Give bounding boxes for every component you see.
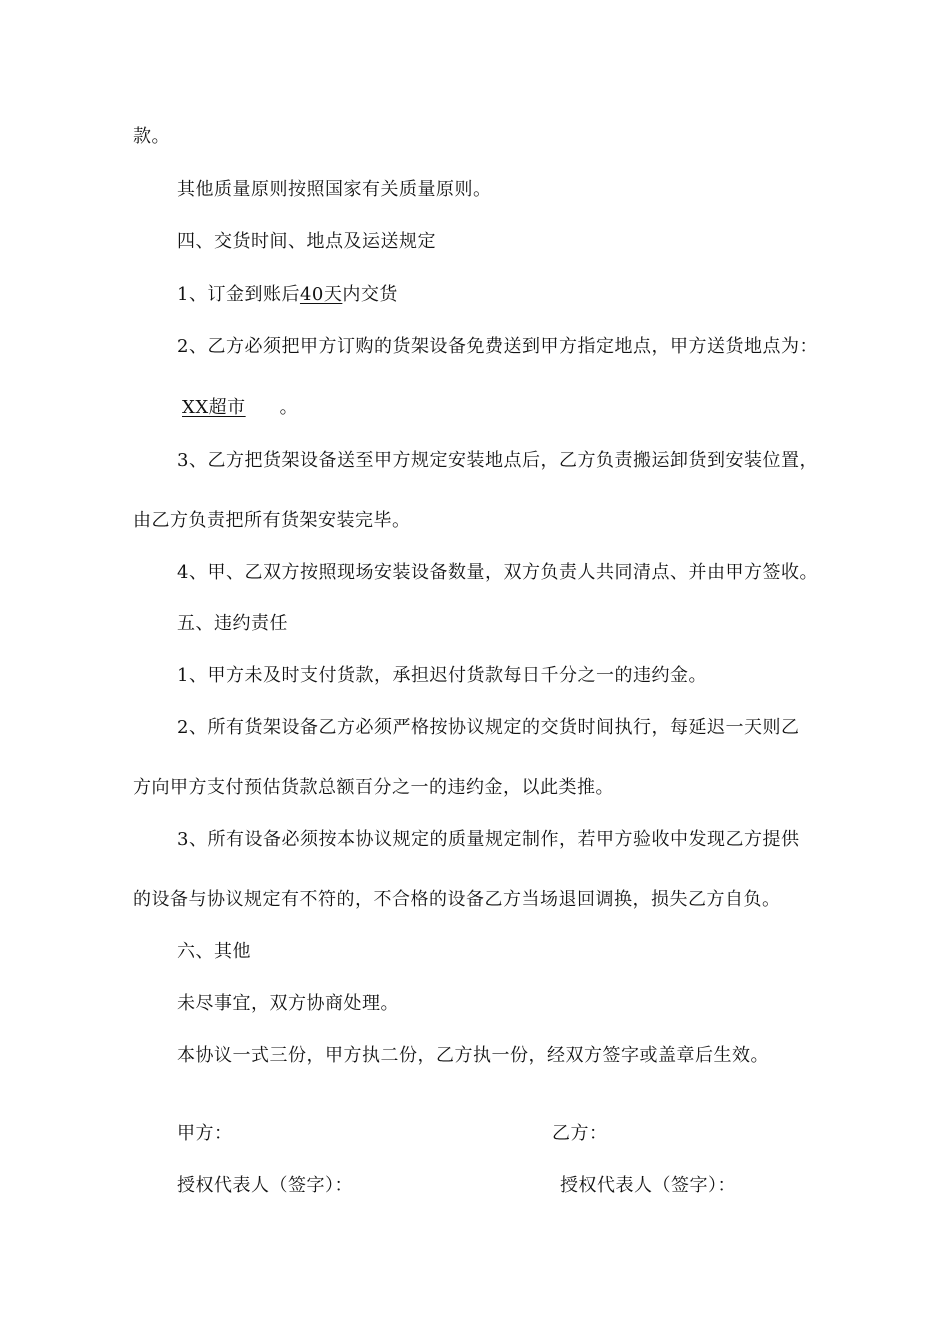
delivery-location-line (160, 399, 298, 417)
paragraph-line: 2、所有货架设备乙方必须严格按协议规定的交货时间执行，每延迟一天则乙 (177, 717, 800, 738)
section-heading: 四、交货时间、地点及运送规定 (177, 231, 436, 252)
delivery-location-field (160, 397, 280, 418)
delivery-suffix: 内交货 (342, 284, 398, 305)
delivery-location-value: XX超市 (182, 397, 246, 418)
paragraph-line: 由乙方负责把所有货架安装完毕。 (133, 510, 411, 531)
delivery-location-suffix: 。 (279, 397, 299, 418)
paragraph-line: 2、乙方必须把甲方订购的货架设备免费送到甲方指定地点，甲方送货地点为： (177, 336, 818, 357)
delivery-days: 40天 (299, 284, 343, 305)
delivery-time-line (177, 286, 398, 304)
paragraph-line: 1、甲方未及时支付货款，承担迟付货款每日千分之一的违约金。 (177, 665, 707, 686)
paragraph-line: 方向甲方支付预估货款总额百分之一的违约金，以此类推。 (133, 777, 614, 798)
paragraph-line: 未尽事宜，双方协商处理。 (177, 993, 399, 1014)
paragraph-line: 4、甲、乙双方按照现场安装设备数量，双方负责人共同清点、并由甲方签收。 (177, 562, 818, 583)
paragraph-line: 3、所有设备必须按本协议规定的质量规定制作，若甲方验收中发现乙方提供 (177, 829, 800, 850)
paragraph-line: 其他质量原则按照国家有关质量原则。 (177, 179, 492, 200)
delivery-prefix: 1、订金到账后 (177, 284, 300, 305)
party-a-label: 甲方： (177, 1123, 233, 1144)
section-heading: 五、违约责任 (177, 613, 288, 634)
party-a-representative-label: 授权代表人（签字）： (177, 1175, 353, 1196)
paragraph-line: 本协议一式三份，甲方执二份，乙方执一份，经双方签字或盖章后生效。 (177, 1045, 769, 1066)
paragraph-line: 的设备与协议规定有不符的，不合格的设备乙方当场退回调换，损失乙方自负。 (133, 889, 781, 910)
paragraph-line: 款。 (133, 126, 170, 147)
party-b-representative-label: 授权代表人（签字）： (560, 1175, 736, 1196)
party-b-label: 乙方： (552, 1123, 608, 1144)
section-heading: 六、其他 (177, 941, 251, 962)
paragraph-line: 3、乙方把货架设备送至甲方规定安装地点后，乙方负责搬运卸货到安装位置， (177, 450, 818, 471)
